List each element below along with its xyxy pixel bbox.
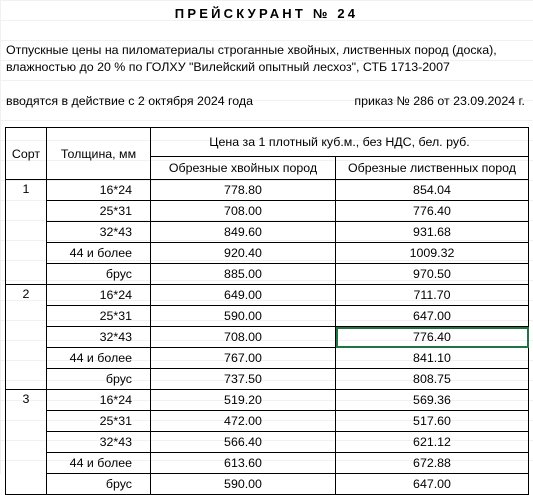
table-row <box>6 306 529 327</box>
header-price-group[interactable]: Цена за 1 плотный куб.м., без НДС, бел. руб. <box>151 128 529 157</box>
coniferous-price-cell[interactable]: 566.40 <box>151 432 336 453</box>
deciduous-price-cell[interactable]: 841.10 <box>336 348 529 369</box>
header-sort[interactable]: Сорт <box>6 128 47 180</box>
thickness-cell[interactable]: брус <box>47 264 151 285</box>
grade-cell[interactable]: 2 <box>6 285 47 390</box>
thickness-cell[interactable]: 16*24 <box>47 285 151 306</box>
order-reference: приказ № 286 от 23.09.2024 г. <box>354 94 525 108</box>
coniferous-price-cell[interactable]: 778.80 <box>151 180 336 201</box>
thickness-cell[interactable]: 32*43 <box>47 222 151 243</box>
coniferous-price-cell[interactable]: 590.00 <box>151 474 336 495</box>
table-row <box>6 327 529 348</box>
thickness-cell[interactable]: 25*31 <box>47 306 151 327</box>
table-row <box>6 474 529 495</box>
coniferous-price-cell[interactable]: 590.00 <box>151 306 336 327</box>
thickness-cell[interactable]: брус <box>47 369 151 390</box>
coniferous-price-cell[interactable]: 920.40 <box>151 243 336 264</box>
deciduous-price-cell[interactable]: 970.50 <box>336 264 529 285</box>
deciduous-price-cell[interactable]: 672.88 <box>336 453 529 474</box>
thickness-cell[interactable]: 32*43 <box>47 432 151 453</box>
table-row <box>6 243 529 264</box>
table-row <box>6 369 529 390</box>
price-table-body <box>6 180 529 495</box>
deciduous-price-cell[interactable]: 621.12 <box>336 432 529 453</box>
thickness-cell[interactable]: 44 и более <box>47 453 151 474</box>
thickness-cell[interactable]: 44 и более <box>47 348 151 369</box>
grade-cell[interactable]: 3 <box>6 390 47 495</box>
thickness-cell[interactable]: 16*24 <box>47 180 151 201</box>
thickness-cell[interactable]: 32*43 <box>47 327 151 348</box>
table-row <box>6 264 529 285</box>
table-row <box>6 180 529 201</box>
coniferous-price-cell[interactable]: 472.00 <box>151 411 336 432</box>
coniferous-price-cell[interactable]: 849.60 <box>151 222 336 243</box>
deciduous-price-cell[interactable]: 776.40 <box>336 327 529 348</box>
grade-cell[interactable]: 1 <box>6 180 47 285</box>
table-row <box>6 453 529 474</box>
description <box>6 42 497 76</box>
page-title: ПРЕЙСКУРАНТ № 24 <box>174 6 359 21</box>
deciduous-price-cell[interactable]: 711.70 <box>336 285 529 306</box>
table-row <box>6 411 529 432</box>
effective-date: вводятся в действие с 2 октября 2024 года <box>6 94 254 108</box>
table-row <box>6 285 529 306</box>
deciduous-price-cell[interactable]: 776.40 <box>336 201 529 222</box>
header-thickness[interactable]: Толщина, мм <box>47 128 151 180</box>
table-row <box>6 432 529 453</box>
table-row <box>6 201 529 222</box>
thickness-cell[interactable]: брус <box>47 474 151 495</box>
coniferous-price-cell[interactable]: 613.60 <box>151 453 336 474</box>
coniferous-price-cell[interactable]: 885.00 <box>151 264 336 285</box>
description-line-2: влажностью до 20 % по ГОЛХУ "Вилейский опытный лесхоз", СТБ 1713-2007 <box>6 60 450 74</box>
table-row <box>6 390 529 411</box>
thickness-cell[interactable]: 25*31 <box>47 411 151 432</box>
table-row <box>6 348 529 369</box>
deciduous-price-cell[interactable]: 647.00 <box>336 306 529 327</box>
coniferous-price-cell[interactable]: 649.00 <box>151 285 336 306</box>
price-table <box>5 127 529 495</box>
deciduous-price-cell[interactable]: 808.75 <box>336 369 529 390</box>
thickness-cell[interactable]: 44 и более <box>47 243 151 264</box>
header-deciduous[interactable]: Обрезные лиственных пород <box>336 157 529 180</box>
coniferous-price-cell[interactable]: 708.00 <box>151 201 336 222</box>
table-row <box>6 222 529 243</box>
description-line-1: Отпускные цены на пиломатериалы строганные хвойных, лиственных пород (доска), <box>6 43 497 57</box>
deciduous-price-cell[interactable]: 647.00 <box>336 474 529 495</box>
thickness-cell[interactable]: 16*24 <box>47 390 151 411</box>
header-coniferous[interactable]: Обрезные хвойных пород <box>151 157 336 180</box>
deciduous-price-cell[interactable]: 931.68 <box>336 222 529 243</box>
coniferous-price-cell[interactable]: 708.00 <box>151 327 336 348</box>
coniferous-price-cell[interactable]: 737.50 <box>151 369 336 390</box>
deciduous-price-cell[interactable]: 854.04 <box>336 180 529 201</box>
thickness-cell[interactable]: 25*31 <box>47 201 151 222</box>
coniferous-price-cell[interactable]: 519.20 <box>151 390 336 411</box>
deciduous-price-cell[interactable]: 1009.32 <box>336 243 529 264</box>
deciduous-price-cell[interactable]: 569.36 <box>336 390 529 411</box>
coniferous-price-cell[interactable]: 767.00 <box>151 348 336 369</box>
deciduous-price-cell[interactable]: 517.60 <box>336 411 529 432</box>
